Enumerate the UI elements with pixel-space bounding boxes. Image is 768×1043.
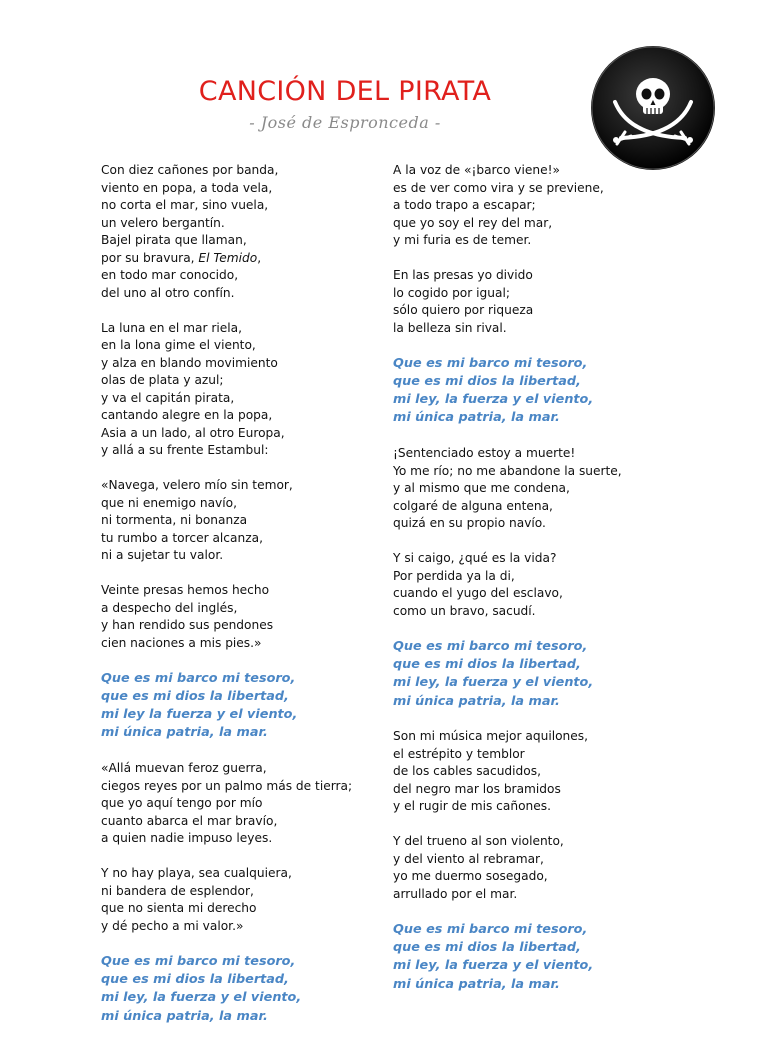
poem-stanza [393,267,753,337]
chorus-line: Que es mi barco mi tesoro, [393,638,588,654]
chorus-line: que es mi dios la libertad, [393,940,581,956]
poem-line: «Navega, velero mío sin temor, [101,478,293,492]
poem-line: y va el capitán pirata, [101,390,235,405]
poem-line: que yo soy el rey del mar, [393,215,553,230]
chorus-line: Que es mi barco mi tesoro, [393,921,588,937]
poem-line: y han rendido sus pendones [101,618,274,632]
poem-line: cuanto abarca el mar bravío, [101,813,278,828]
chorus-line: que es mi dios la libertad, [101,971,289,987]
poem-line: olas de plata y azul; [101,373,224,387]
poem-line: Yo me río; no me abandone la suerte, [393,463,622,478]
poem-line: Con diez cañones por banda, [101,163,279,177]
poem-line: ciegos reyes por un palmo más de tierra; [101,778,353,793]
poem-line: ni bandera de esplendor, [101,883,254,898]
poem-stanza [393,550,753,620]
chorus-line: mi única patria, la mar. [393,693,560,709]
poem-line: En las presas yo divido [393,268,533,282]
poem-line: de los cables sacudidos, [393,764,541,779]
chorus-line: mi única patria, la mar. [101,725,268,741]
poem-line: «Allá muevan feroz guerra, [101,761,267,776]
poem-line: y del viento al rebramar, [393,851,544,866]
poem-line: Son mi música mejor aquilones, [393,729,588,744]
poem-line: ni tormenta, ni bonanza [101,513,248,527]
poem-line: ¡Sentenciado estoy a muerte! [393,446,576,461]
chorus-line: mi ley la fuerza y el viento, [101,707,298,723]
poem-stanza [393,162,753,250]
chorus-line: mi ley, la fuerza y el viento, [393,392,594,408]
chorus-line: mi única patria, la mar. [101,1008,268,1024]
poem-line: cuando el yugo del esclavo, [393,586,563,601]
poem-line: cantando alegre en la popa, [101,408,273,422]
poem-line: sólo quiero por riqueza [393,303,534,317]
author-byline: - José de Espronceda - [249,113,441,132]
chorus-line: mi única patria, la mar. [393,410,560,426]
chorus-stanza [101,953,441,1026]
chorus-stanza [393,921,753,994]
poem-stanza [101,162,441,302]
chorus-line: Que es mi barco mi tesoro, [393,355,588,371]
poem-line: y alza en blando movimiento [101,355,278,370]
poem-line: no corta el mar, sino vuela, [101,198,269,212]
chorus-stanza [101,670,441,743]
poem-left-column [101,162,441,1043]
poem-stanza [393,728,753,816]
poem-line: a despecho del inglés, [101,600,238,615]
poem-line: y allá a su frente Estambul: [101,443,269,457]
poem-line: tu rumbo a torcer alcanza, [101,530,263,545]
poem-line: viento en popa, a toda vela, [101,180,273,195]
ship-name: El Temido [198,250,258,265]
poem-right-column [393,162,753,1012]
poem-stanza [101,320,441,460]
poem-stanza [393,833,753,903]
chorus-line: mi ley, la fuerza y el viento, [101,990,302,1006]
chorus-line: que es mi dios la libertad, [101,688,289,704]
poem-line: como un bravo, sacudí. [393,603,536,618]
poem-line: arrullado por el mar. [393,886,518,901]
chorus-line: que es mi dios la libertad, [393,373,581,389]
poem-line: es de ver como vira y se previene, [393,180,604,195]
poem-line: A la voz de «¡barco viene!» [393,163,560,177]
poem-line: un velero bergantín. [101,215,225,230]
poem-line: Y del trueno al son violento, [393,834,564,849]
poem-line: por su bravura, El Temido, [101,250,262,265]
poem-line: la belleza sin rival. [393,320,507,335]
poem-line: en la lona gime el viento, [101,338,256,352]
poem-line: que yo aquí tengo por mío [101,796,263,811]
chorus-line: que es mi dios la libertad, [393,656,581,672]
poem-line: Por perdida ya la di, [393,568,515,583]
jolly-roger-icon [589,44,717,172]
chorus-line: mi única patria, la mar. [393,976,560,992]
poem-line: del negro mar los bramidos [393,781,561,796]
poem-line: Bajel pirata que llaman, [101,233,247,247]
poem-line: el estrépito y temblor [393,746,525,761]
page-title: CANCIÓN DEL PIRATA [198,76,492,107]
poem-line: Veinte presas hemos hecho [101,583,270,597]
poem-line: y al mismo que me condena, [393,481,570,496]
poem-stanza [101,477,441,565]
poem-stanza [101,760,441,848]
poem-line: y dé pecho a mi valor.» [101,918,244,933]
poem-line: cien naciones a mis pies.» [101,635,262,650]
chorus-line: mi ley, la fuerza y el viento, [393,958,594,974]
chorus-stanza [393,355,753,428]
poem-line: y mi furia es de temer. [393,233,532,247]
poem-line: Y si caigo, ¿qué es la vida? [393,551,557,566]
poem-stanza [101,582,441,652]
poem-stanza [393,445,753,533]
poem-line: que no sienta mi derecho [101,901,257,916]
chorus-line: mi ley, la fuerza y el viento, [393,675,594,691]
poem-line: Asia a un lado, al otro Europa, [101,425,285,440]
poem-line: del uno al otro confín. [101,285,235,300]
poem-line: quizá en su propio navío. [393,516,546,531]
poem-line: yo me duermo sosegado, [393,869,548,884]
poem-line: en todo mar conocido, [101,268,239,282]
poem-line: a quien nadie impuso leyes. [101,831,273,846]
poem-line: La luna en el mar riela, [101,320,243,335]
poem-line: y el rugir de mis cañones. [393,799,551,814]
chorus-line: Que es mi barco mi tesoro, [101,670,296,686]
poem-line: que ni enemigo navío, [101,495,237,510]
chorus-stanza [393,638,753,711]
chorus-line: Que es mi barco mi tesoro, [101,953,296,969]
poem-line: Y no hay playa, sea cualquiera, [101,866,292,881]
poem-stanza [101,865,441,935]
poem-line: lo cogido por igual; [393,285,510,300]
poem-line: colgaré de alguna entena, [393,498,553,513]
poem-line: a todo trapo a escapar; [393,198,536,212]
poem-line: ni a sujetar tu valor. [101,548,224,562]
